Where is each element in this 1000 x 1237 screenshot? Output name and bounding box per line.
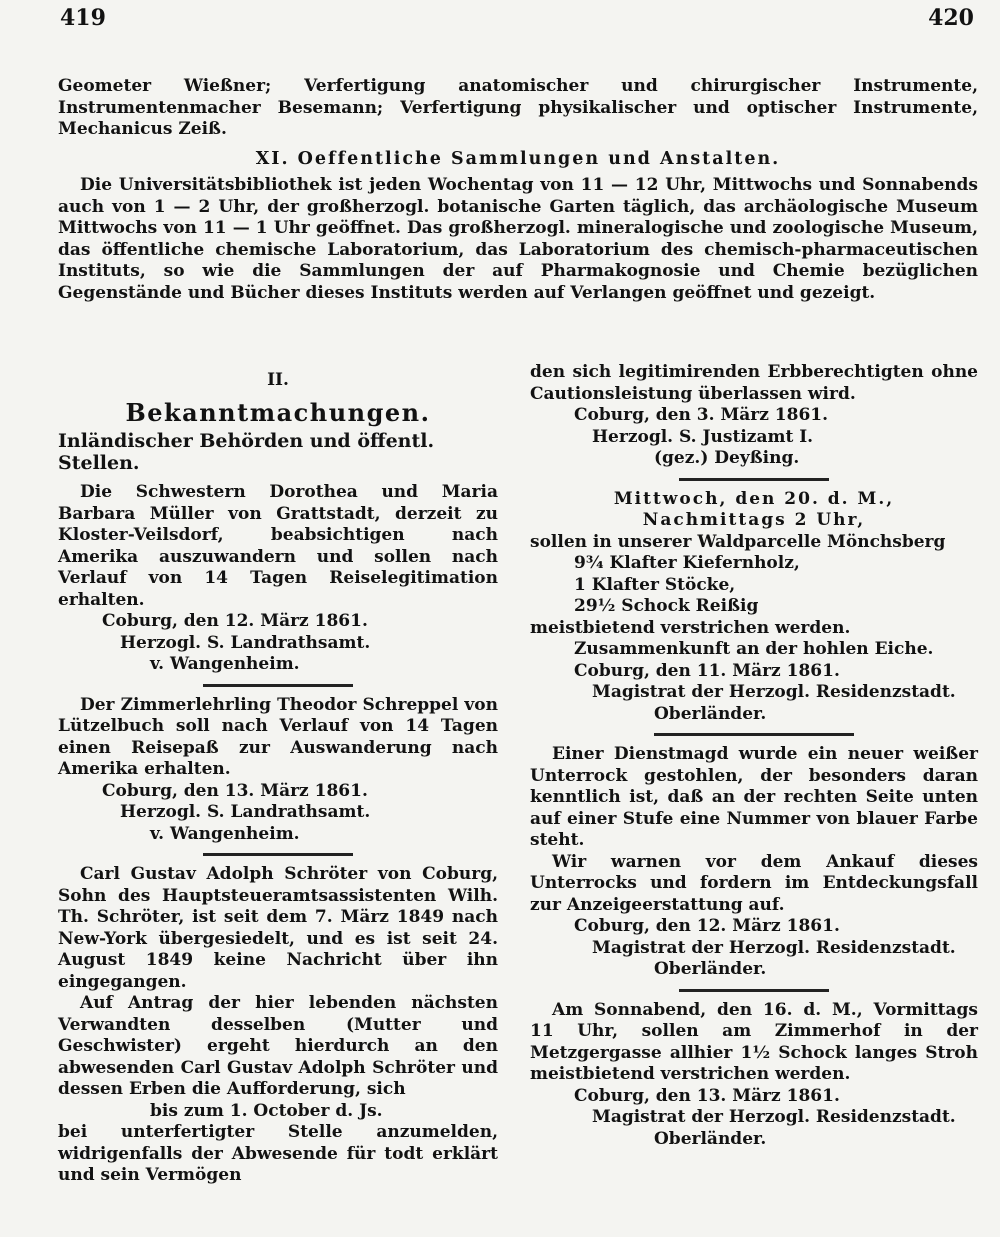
notice-office: Herzogl. S. Landrathsamt. — [120, 802, 371, 822]
divider — [203, 853, 353, 856]
notice-text: sollen in unserer Waldparcelle Mönchsberg — [530, 531, 946, 552]
notice-5 — [530, 744, 978, 981]
notice-1 — [58, 482, 498, 676]
divider — [654, 733, 854, 736]
notice-signature: (gez.) Deyßing. — [654, 448, 800, 468]
section-number: II. — [267, 370, 289, 390]
notice-text: den sich legitimirenden Erbberechtigten ohne Cautionsleistung überlassen wird. — [530, 362, 978, 404]
notice-2 — [58, 695, 498, 846]
auction-time: Nachmittags 2 Uhr, — [642, 510, 866, 530]
notice-text: bei unterfertigter Stelle anzumelden, widrigenfalls der Abwesende für todt erklärt und sein Vermögen — [58, 1122, 498, 1185]
notice-date: Coburg, den 13. März 1861. — [102, 780, 368, 801]
notice-text: Auf Antrag der hier lebenden nächsten Verwandten desselben (Mutter und Geschwister) ergeht hierdurch an den abwesenden Carl Gustav Adolph Schröter und dessen Erben die Aufforderung, sich — [58, 993, 498, 1099]
notice-date: Coburg, den 11. März 1861. — [574, 660, 840, 681]
notice-text: Wir warnen vor dem Ankauf dieses Unterrocks und fordern im Entdeckungsfall zur Anzeigeerstattung auf. — [530, 851, 978, 915]
notice-office: Magistrat der Herzogl. Residenzstadt. — [592, 1107, 956, 1127]
notice-signature: Oberländer. — [654, 703, 767, 724]
top-section — [58, 76, 978, 304]
notice-office: Herzogl. S. Landrathsamt. — [120, 632, 371, 653]
auction-day: Mittwoch, den 20. d. M., — [613, 488, 895, 509]
divider — [679, 478, 829, 481]
notice-text: meistbietend verstrichen werden. — [530, 617, 851, 638]
notice-text: Einer Dienstmagd wurde ein neuer weißer Unterrock gestohlen, der besonders daran kenntlich ist, daß an der rechten Seite unten auf einer Stufe eine Nummer von blauer Farbe steht. — [530, 744, 978, 850]
intro-paragraph: Geometer Wießner; Verfertigung anatomischer und chirurgischer Instrumente, Instrumentenmacher Besemann; Verfertigung physikalischer und optischer Instrumente, Mechanicus Zeiß. — [58, 76, 978, 139]
left-column — [58, 362, 498, 1195]
item-line: 9¾ Klafter Kiefernholz, — [574, 553, 800, 573]
divider — [203, 684, 353, 687]
notice-date: Coburg, den 3. März 1861. — [574, 405, 829, 425]
item-line: 1 Klafter Stöcke, — [574, 574, 736, 595]
notice-6 — [530, 1000, 978, 1151]
notice-date: Coburg, den 12. März 1861. — [574, 916, 840, 936]
notice-3 — [58, 864, 498, 1187]
section-heading-xi: XI. Oeffentliche Sammlungen und Anstalten. — [255, 148, 781, 169]
right-column — [530, 362, 978, 1158]
notice-text: Die Schwestern Dorothea und Maria Barbara Müller von Grattstadt, derzeit zu Kloster-Veilsdorf, beabsichtigen nach Amerika auszuwandern und sollen nach Verlauf von 14 Tagen Reiselegitimation erhalten. — [58, 482, 498, 610]
notice-office: Magistrat der Herzogl. Residenzstadt. — [592, 937, 956, 958]
notice-4 — [530, 489, 978, 726]
notice-office: Magistrat der Herzogl. Residenzstadt. — [592, 682, 956, 702]
notice-signature: v. Wangenheim. — [150, 823, 300, 844]
notice-signature: Oberländer. — [654, 959, 767, 979]
notice-text: Zusammenkunft an der hohlen Eiche. — [574, 639, 934, 659]
notice-3-continued — [530, 362, 978, 470]
page-number-right: 420 — [928, 5, 974, 31]
notice-deadline: bis zum 1. October d. Js. — [150, 1100, 383, 1121]
divider — [679, 989, 829, 992]
collections-paragraph: Die Universitätsbibliothek ist jeden Wochentag von 11 — 12 Uhr, Mittwochs und Sonnabends auch von 1 — 2 Uhr, der großherzogl. botanische Garten täglich, das archäologische Museum Mittwochs von 11 — 1 Uhr geöffnet. Das großherzogl. mineralogische und zoologische Museum, das öffentliche chemische Laboratorium, das Laboratorium des chemisch-pharmaceutischen Instituts, so wie die Sammlungen der auf Pharmakognosie und Chemie bezüglichen Gegenstände und Bücher dieses Instituts werden auf Verlangen geöffnet und gezeigt. — [58, 175, 978, 303]
notice-text: Am Sonnabend, den 16. d. M., Vormittags 11 Uhr, sollen am Zimmerhof in der Metzgergasse allhier 1½ Schock langes Stroh meistbietend verstrichen werden. — [530, 999, 978, 1084]
notice-signature: v. Wangenheim. — [150, 654, 300, 674]
notice-text: Der Zimmerlehrling Theodor Schreppel von Lützelbuch soll nach Verlauf von 14 Tagen einen Reisepaß zur Auswanderung nach Amerika erhalten. — [58, 694, 498, 779]
announcements-title: Bekanntmachungen. — [125, 397, 431, 427]
page-number-left: 419 — [60, 5, 106, 31]
item-line: 29½ Schock Reißig — [574, 596, 759, 616]
announcements-subtitle: Inländischer Behörden und öffentl. Stellen. — [58, 430, 435, 474]
notice-date: Coburg, den 12. März 1861. — [102, 611, 368, 631]
notice-text: Carl Gustav Adolph Schröter von Coburg, Sohn des Hauptsteueramtsassistenten Wilh. Th. Schröter, ist seit dem 7. März 1849 nach New-York übergesiedelt, und es ist seit 24. August 1849 keine Nachricht über ihn eingegangen. — [58, 864, 498, 992]
notice-office: Herzogl. S. Justizamt I. — [592, 426, 814, 447]
notice-signature: Oberländer. — [654, 1128, 767, 1149]
notice-date: Coburg, den 13. März 1861. — [574, 1085, 840, 1106]
